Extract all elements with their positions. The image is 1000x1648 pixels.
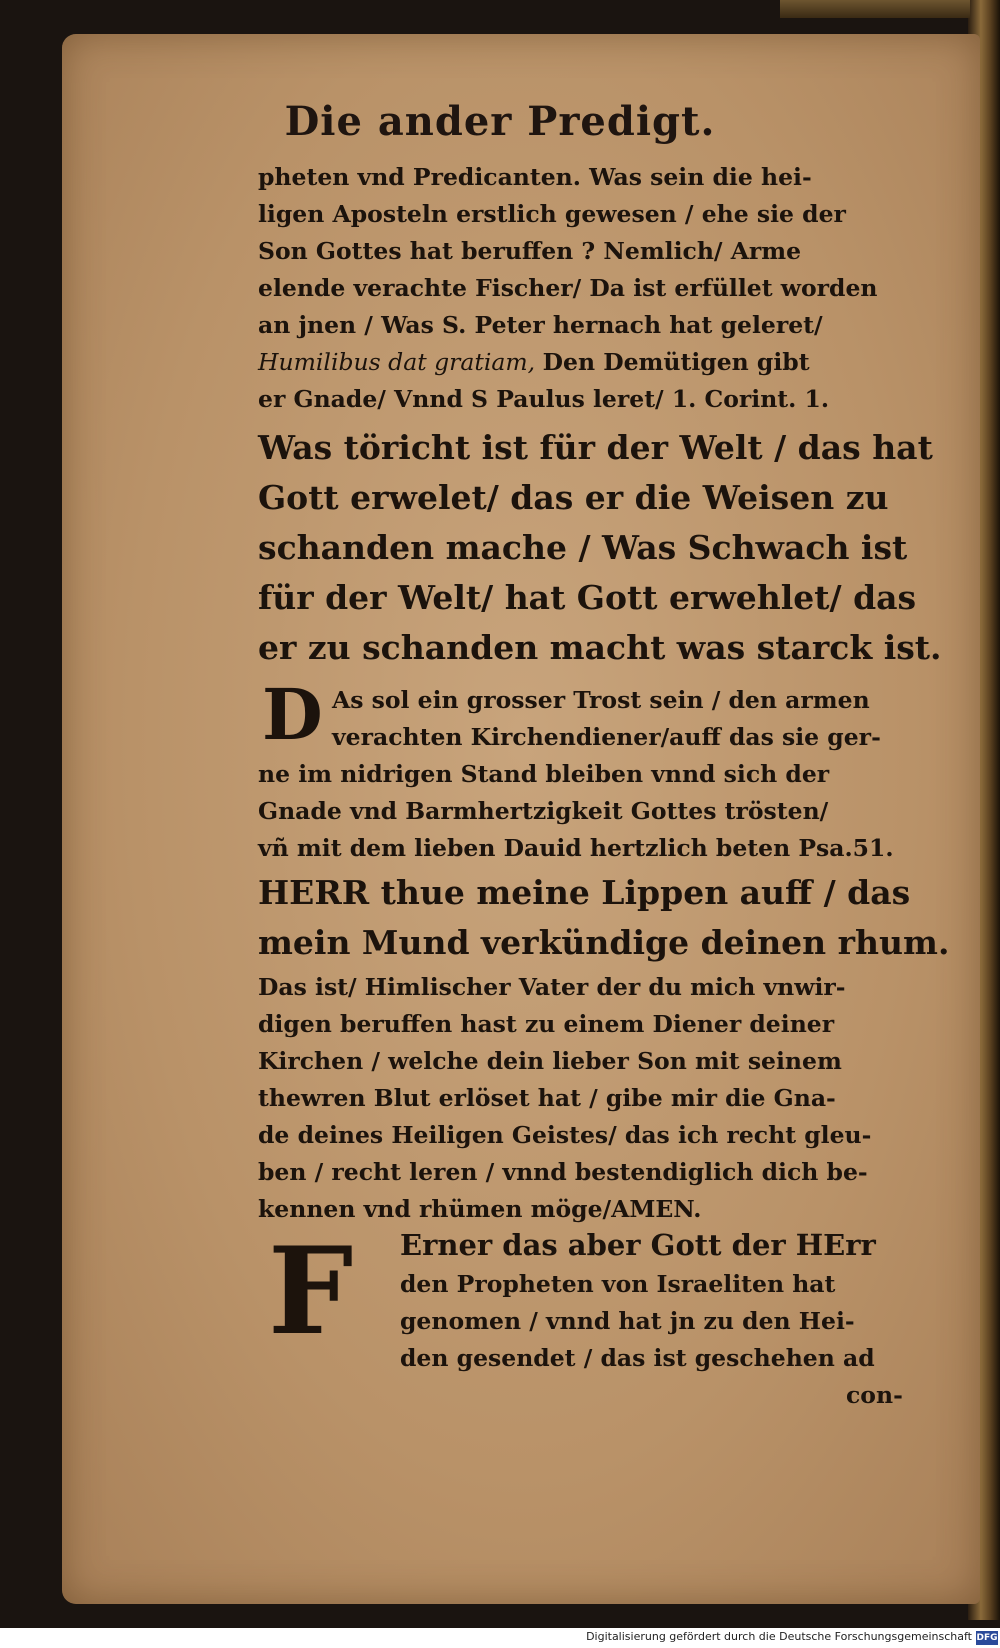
text-line: thewren Blut erlöset hat / gibe mir die Gna- xyxy=(258,1084,836,1112)
text-line: de deines Heiligen Geistes/ das ich recht gleu- xyxy=(258,1121,872,1149)
text-line: ne im nidrigen Stand bleiben vnnd sich der xyxy=(258,760,830,788)
book-edge-top xyxy=(780,0,970,18)
text-line-large: HERR thue meine Lippen auff / das xyxy=(258,873,911,912)
text-line: Erner das aber Gott der HErr xyxy=(400,1228,876,1262)
text-line: pheten vnd Predicanten. Was sein die hei- xyxy=(258,163,812,191)
text-line: genomen / vnnd hat jn zu den Hei- xyxy=(400,1307,855,1335)
text-line: elende verachte Fischer/ Da ist erfüllet worden xyxy=(258,274,878,302)
text-line-latin: Humilibus dat gratiam, Den Demütigen gibt xyxy=(258,348,810,376)
text-line-large: schanden mache / Was Schwach ist xyxy=(258,528,908,567)
text-line: kennen vnd rhümen möge/AMEN. xyxy=(258,1195,702,1223)
text-line: Son Gottes hat beruffen ? Nemlich/ Arme xyxy=(258,237,802,265)
funding-notice: Digitalisierung gefördert durch die Deutsche Forschungsgemeinschaft xyxy=(586,1630,972,1643)
text-line: ligen Aposteln erstlich gewesen / ehe sie der xyxy=(258,200,846,228)
catchword: con- xyxy=(846,1381,903,1409)
drop-cap-initial: F xyxy=(268,1221,354,1362)
text-line-large: Was töricht ist für der Welt / das hat xyxy=(258,428,933,467)
text-line: digen beruffen hast zu einem Diener deiner xyxy=(258,1010,835,1038)
text-line: den gesendet / das ist geschehen ad xyxy=(400,1344,875,1372)
text-line-large: mein Mund verkündige deinen rhum. xyxy=(258,923,950,962)
text-line: Gnade vnd Barmhertzigkeit Gottes trösten/ xyxy=(258,797,829,825)
text-line: er Gnade/ Vnnd S Paulus leret/ 1. Corint. 1. xyxy=(258,385,830,413)
text-line-large: er zu schanden macht was starck ist. xyxy=(258,628,942,667)
text-line: ben / recht leren / vnnd bestendiglich dich be- xyxy=(258,1158,868,1186)
drop-cap-initial: D xyxy=(262,673,323,756)
text-line: Kirchen / welche dein lieber Son mit seinem xyxy=(258,1047,842,1075)
dfg-logo-icon: DFG xyxy=(976,1633,998,1643)
text-line: As sol ein grosser Trost sein / den armen xyxy=(332,686,870,714)
text-line-large: Gott erwelet/ das er die Weisen zu xyxy=(258,478,889,517)
text-line: verachten Kirchendiener/auff das sie ger- xyxy=(332,723,881,751)
text-line-large: für der Welt/ hat Gott erwehlet/ das xyxy=(258,578,917,617)
text-line: an jnen / Was S. Peter hernach hat geleret/ xyxy=(258,311,823,339)
page-header: Die ander Predigt. xyxy=(284,98,716,145)
text-line: vñ mit dem lieben Dauid hertzlich beten Psa.51. xyxy=(258,834,894,862)
text-line: den Propheten von Israeliten hat xyxy=(400,1270,836,1298)
text-line: Das ist/ Himlischer Vater der du mich vnwir- xyxy=(258,973,846,1001)
